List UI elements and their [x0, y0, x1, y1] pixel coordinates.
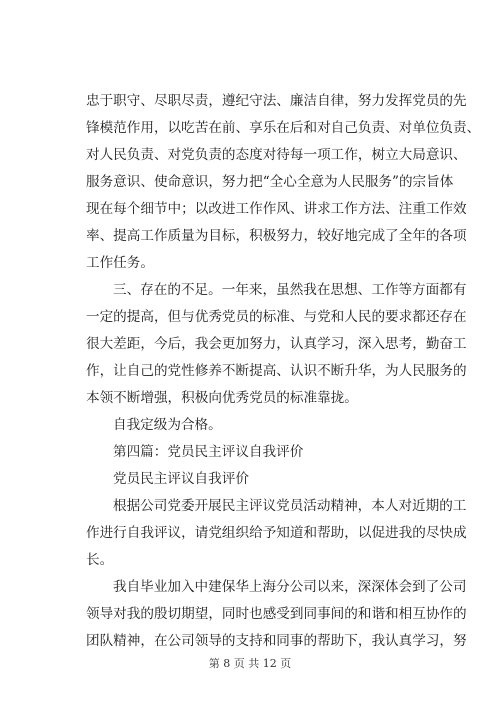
text-line: 现在每个细节中；以改进工作作风、讲求工作方法、注重工作效	[86, 201, 467, 217]
text-line: 三、存在的不足。一年来，虽然我在思想、工作等方面都有	[113, 282, 467, 298]
text-line: 对人民负责、对党负责的态度对待每一项工作，树立大局意识、	[86, 147, 467, 163]
text-line: 很大差距，今后，我会更加努力，认真学习，深入思考，勤奋工	[86, 336, 467, 352]
text-line: 第四篇：党员民主评议自我评价	[113, 444, 304, 460]
document-body	[86, 88, 481, 655]
text-line: 一定的提高，但与优秀党员的标准、与党和人民的要求都还存在	[86, 309, 467, 325]
text-line: 工作任务。	[86, 255, 154, 271]
text-line: 自我定级为合格。	[113, 417, 222, 433]
text-line: 本领不断增强，积极向优秀党员的标准靠拢。	[86, 390, 358, 406]
text-line: 锋模范作用，以吃苦在前、享乐在后和对自己负责、对单位负责、	[86, 120, 481, 136]
text-line: 领导对我的殷切期望，同时也感受到同事间的和谐和相互协作的	[86, 606, 467, 622]
text-line: 忠于职守、尽职尽责，遵纪守法、廉洁自律，努力发挥党员的先	[86, 93, 467, 109]
text-line: 作进行自我评议，请党组织给予知道和帮助，以促进我的尽快成	[86, 525, 467, 541]
text-line: 长。	[86, 552, 114, 568]
text-line: 团队精神，在公司领导的支持和同事的帮助下，我认真学习，努	[86, 633, 467, 649]
text-line: 我自毕业加入中建保华上海分公司以来，深深体会到了公司	[113, 579, 467, 595]
text-line: 率、提高工作质量为目标，积极努力，较好地完成了全年的各项	[86, 228, 467, 244]
page-footer: 第 8 页 共 12 页	[208, 657, 292, 670]
text-line: 根据公司党委开展民主评议党员活动精神，本人对近期的工	[113, 498, 467, 514]
text-line: 服务意识、使命意识，努力把“全心全意为人民服务”的宗旨体	[86, 174, 454, 190]
text-line: 党员民主评议自我评价	[113, 471, 249, 487]
text-line: 作，让自己的党性修养不断提高、认识不断升华，为人民服务的	[86, 363, 467, 379]
